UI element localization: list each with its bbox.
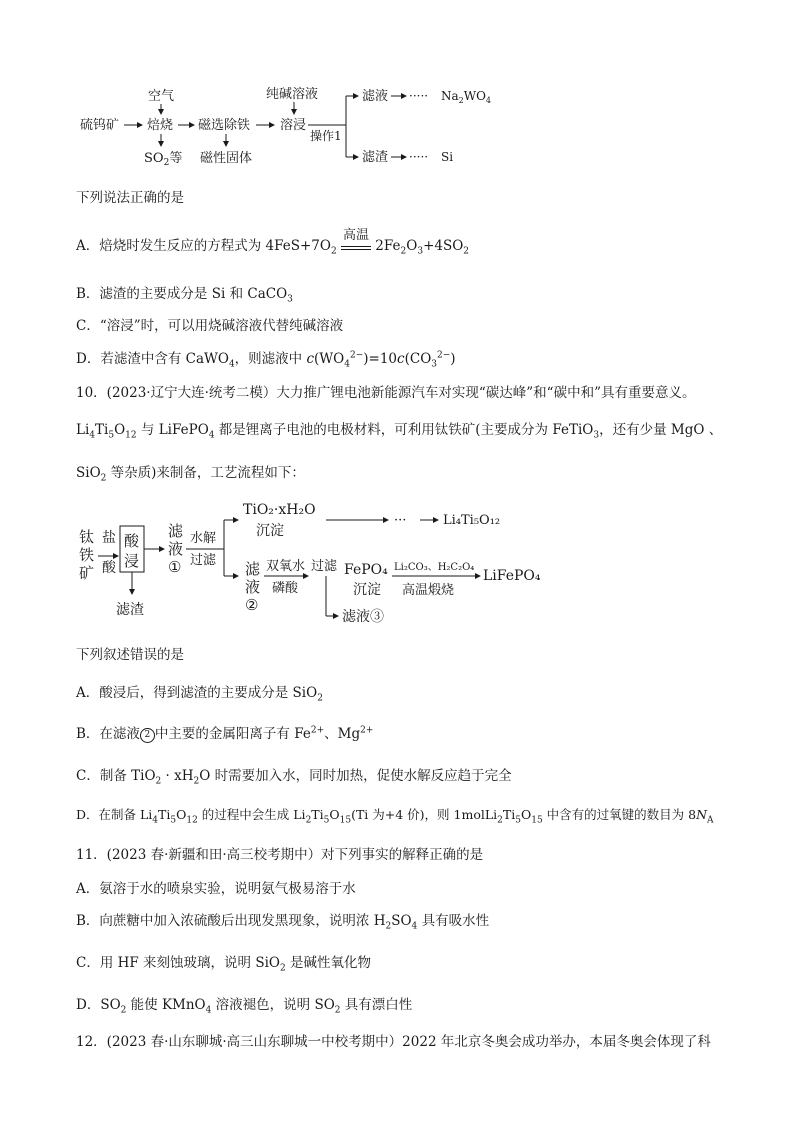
label-phosphoric-acid: 磷酸 <box>272 581 299 596</box>
output-filtrate3: 滤液③ <box>342 609 384 625</box>
equation-condition: 高温 <box>341 238 371 250</box>
node-filtrate1-char1: 滤 <box>168 522 184 540</box>
node-ore-char3: 矿 <box>79 564 95 582</box>
circled-number: 2 <box>140 728 155 743</box>
input-soda: 纯碱溶液 <box>266 87 319 102</box>
q12-header: 12．(2023 春·山东聊城·高三山东聊城一中校考期中）2022 年北京冬奥会成功举办，本届冬奥会体现了科 <box>76 1034 711 1050</box>
q9-option-b: B．滤渣的主要成分是 Si 和 CaCO$_3$ <box>76 286 293 305</box>
product-si: Si <box>441 150 454 164</box>
node-ore: 硫钨矿 <box>80 118 120 133</box>
q9-option-d: D．若滤渣中含有 CaWO$_4$，则滤液中 $c(WO_4^{2-})=10c(CO_3^{2-})$ <box>76 350 456 370</box>
output-so2: $SO_2$等 <box>144 151 183 168</box>
ellipsis: ··· <box>394 513 407 528</box>
node-filtrate: 滤液 <box>362 89 389 104</box>
node-tio2: TiO₂·xH₂O <box>243 502 316 518</box>
output-residue: 滤渣 <box>116 602 144 618</box>
q10-header: 10．(2023·辽宁大连·统考二模）大力推广锂电池新能源汽车对实现“碳达峰”和“碳中和”具有重要意义。 <box>76 385 696 401</box>
label-filter: 过滤 <box>190 553 217 568</box>
q11-header: 11．(2023 春·新疆和田·高三校考期中）对下列事实的解释正确的是 <box>76 847 484 863</box>
label-h2o2: 双氧水 <box>266 559 306 574</box>
q10-line2: $Li_4Ti_5O_{12}$ 与 LiFePO$_4$ 都是锂离子电池的电极材料，可利用钛铁矿(主要成分为 FeTiO$_3$，还有少量 MgO 、 <box>76 422 723 441</box>
q10-option-a: A．酸浸后，得到滤渣的主要成分是 SiO$_2$ <box>76 685 323 704</box>
q11-option-b: B．向蔗糖中加入浓硫酸后出现发黑现象，说明浓 $H_2SO_4$ 具有吸水性 <box>76 913 490 932</box>
q11-option-a: A．氨溶于水的喷泉实验，说明氨气极易溶于水 <box>76 881 356 897</box>
q10-line3: SiO$_2$ 等杂质)来制备，工艺流程如下： <box>76 465 305 484</box>
q10-option-c: C．制备 $TiO_2 \cdot xH_2O$ 时需要加入水，同时加热，促使水解反应趋于完全 <box>76 768 512 787</box>
label-hcl-char2: 酸 <box>102 560 116 576</box>
node-filtrate1-char2: 液 <box>168 540 184 558</box>
label-calcination: 高温煅烧 <box>402 583 455 598</box>
q10-option-b: B．在滤液 2 中主要的金属阳离子有 $Fe^{2+}$、$Mg^{2+}$ <box>76 725 374 742</box>
q10-stem: 下列叙述错误的是 <box>76 647 184 663</box>
node-leach: 溶浸 <box>280 118 307 133</box>
q10-option-d: D．在制备 $Li_4Ti_5O_{12}$ 的过程中会生成 $Li_2Ti_5O_{15}(Ti$ 为+4 价)，则 $1molLi_2Ti_5O_{15}$ 中含有的过氧键的数目为 $8N_A$ <box>76 807 714 826</box>
output-magnetic-solid: 磁性固体 <box>200 151 253 166</box>
node-tio2-precipitate: 沉淀 <box>256 523 284 539</box>
node-magnetic-separation: 磁选除铁 <box>198 118 251 133</box>
node-filtrate2-char1: 滤 <box>245 560 261 578</box>
label-op1: 操作1 <box>310 129 342 143</box>
product-li4ti5o12: Li₄Ti₅O₁₂ <box>443 513 501 528</box>
node-filtrate2-char3: ② <box>245 596 259 614</box>
q9-option-a: A．焙烧时发生反应的方程式为 $4FeS+7O_2$ 高温 $2Fe_2O_3+4SO_2$ <box>76 228 470 257</box>
label-reagents: Li₂CO₃、H₂C₂O₄ <box>394 562 475 573</box>
q9-stem: 下列说法正确的是 <box>76 190 184 206</box>
node-roast: 焙烧 <box>147 118 174 133</box>
product-lifepo4: LiFePO₄ <box>483 568 541 584</box>
product-na2wo4: $Na_2WO_4$ <box>441 89 492 105</box>
node-filtrate1-char3: ① <box>168 558 182 576</box>
node-residue: 滤渣 <box>362 150 389 165</box>
ellipsis: ····· <box>409 150 429 164</box>
node-acid-leach-char2: 浸 <box>124 552 140 570</box>
node-ore-char2: 铁 <box>79 546 95 564</box>
label-hydrolysis: 水解 <box>190 531 217 546</box>
q11-option-d: D．$SO_2$ 能使 KMnO$_4$ 溶液褪色，说明 $SO_2$ 具有漂白性 <box>76 997 413 1016</box>
label-hcl-char1: 盐 <box>102 530 116 546</box>
node-ore-char1: 钛 <box>79 528 95 546</box>
node-filtrate2-char2: 液 <box>245 578 261 596</box>
node-acid-leach-char1: 酸 <box>124 532 140 550</box>
input-air: 空气 <box>148 89 175 104</box>
flowchart-tungsten <box>76 82 536 172</box>
q11-option-c: C．用 HF 来刻蚀玻璃，说明 SiO$_2$ 是碱性氧化物 <box>76 955 372 974</box>
flowchart-lithium <box>76 496 556 646</box>
ellipsis: ····· <box>409 89 429 103</box>
node-fepo4-precipitate: 沉淀 <box>353 582 381 598</box>
q9-option-c: C．“溶浸”时，可以用烧碱溶液代替纯碱溶液 <box>76 318 344 334</box>
label-filter2: 过滤 <box>311 559 338 574</box>
node-fepo4: FePO₄ <box>344 562 388 578</box>
